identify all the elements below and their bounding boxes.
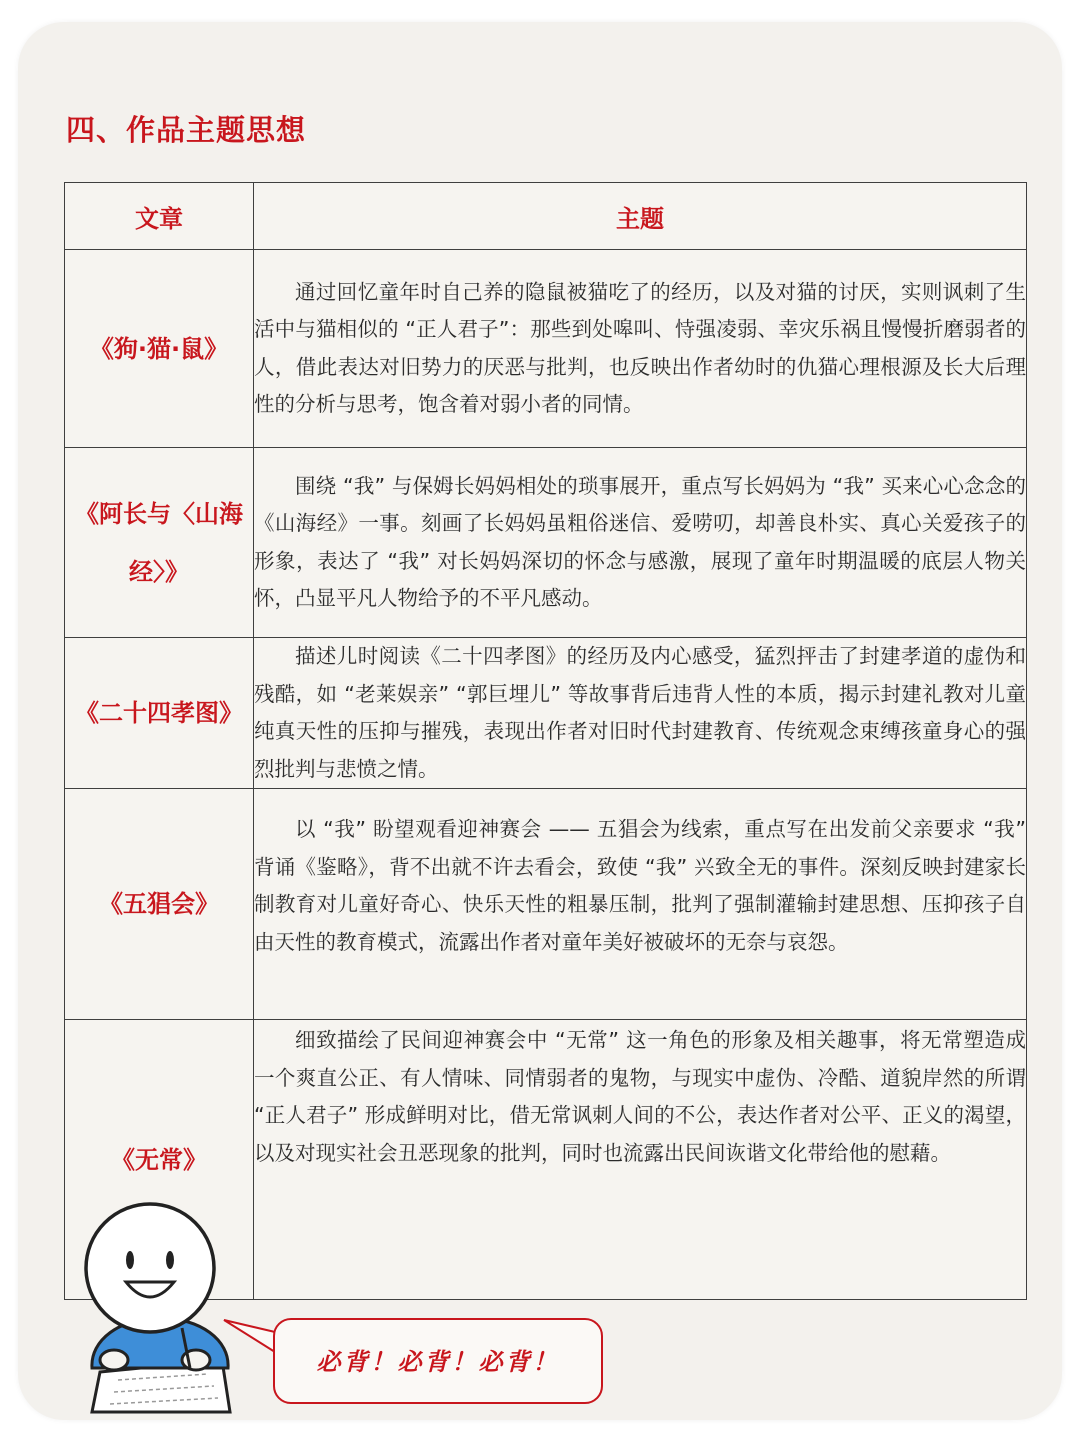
section-heading: 四、作品主题思想 <box>66 113 307 147</box>
article-title: 《无常》 <box>65 1020 254 1300</box>
article-theme: 围绕 “我” 与保姆长妈妈相处的琐事展开，重点写长妈妈为 “我” 买来心心念念的《山海经》一事。刻画了长妈妈虽粗俗迷信、爱唠叨，却善良朴实、真心关爱孩子的形象，表达了 “我” 对长妈妈深切的怀念与感激，展现了童年时期温暖的底层人物关怀，凸显平凡人物给予的不平凡感动。 <box>254 448 1027 638</box>
speech-bubble-text: 必背！必背！必背！ <box>316 1347 560 1376</box>
speech-bubble-tail-icon <box>222 1318 278 1364</box>
article-title: 《狗·猫·鼠》 <box>65 250 254 448</box>
theme-table <box>64 182 1027 1300</box>
smiling-student-mascot-icon <box>70 1200 250 1420</box>
speech-bubble <box>273 1318 603 1404</box>
article-theme: 以 “我” 盼望观看迎神赛会 —— 五猖会为线索，重点写在出发前父亲要求 “我” 背诵《鉴略》，背不出就不许去看会，致使 “我” 兴致全无的事件。深刻反映封建家长制教育对儿童好奇心、快乐天性的粗暴压制，批判了强制灌输封建思想、压抑孩子自由天性的教育模式，流露出作者对童年美好被破坏的无奈与哀怨。 <box>254 789 1027 1020</box>
table-row <box>65 448 1027 638</box>
table-row <box>65 789 1027 1020</box>
table-row <box>65 250 1027 448</box>
table-row <box>65 638 1027 789</box>
article-title: 《二十四孝图》 <box>65 638 254 789</box>
table-header-row <box>65 183 1027 250</box>
article-title: 《阿长与〈山海经〉》 <box>65 448 254 638</box>
article-theme: 细致描绘了民间迎神赛会中 “无常” 这一角色的形象及相关趣事，将无常塑造成一个爽直公正、有人情味、同情弱者的鬼物，与现实中虚伪、冷酷、道貌岸然的所谓 “正人君子” 形成鲜明对比，借无常讽刺人间的不公，表达作者对公平、正义的渴望，以及对现实社会丑恶现象的批判，同时也流露出民间诙谐文化带给他的慰藉。 <box>254 1020 1027 1300</box>
column-header-theme: 主题 <box>254 183 1027 250</box>
article-theme: 通过回忆童年时自己养的隐鼠被猫吃了的经历，以及对猫的讨厌，实则讽刺了生活中与猫相似的 “正人君子”：那些到处嗥叫、恃强凌弱、幸灾乐祸且慢慢折磨弱者的人，借此表达对旧势力的厌恶与批判，也反映出作者幼时的仇猫心理根源及长大后理性的分析与思考，饱含着对弱小者的同情。 <box>254 250 1027 448</box>
column-header-article: 文章 <box>65 183 254 250</box>
article-title: 《五猖会》 <box>65 789 254 1020</box>
article-theme: 描述儿时阅读《二十四孝图》的经历及内心感受，猛烈抨击了封建孝道的虚伪和残酷，如 “老莱娱亲” “郭巨埋儿” 等故事背后违背人性的本质，揭示封建礼教对儿童纯真天性的压抑与摧残，表现出作者对旧时代封建教育、传统观念束缚孩童身心的强烈批判与悲愤之情。 <box>254 638 1027 789</box>
